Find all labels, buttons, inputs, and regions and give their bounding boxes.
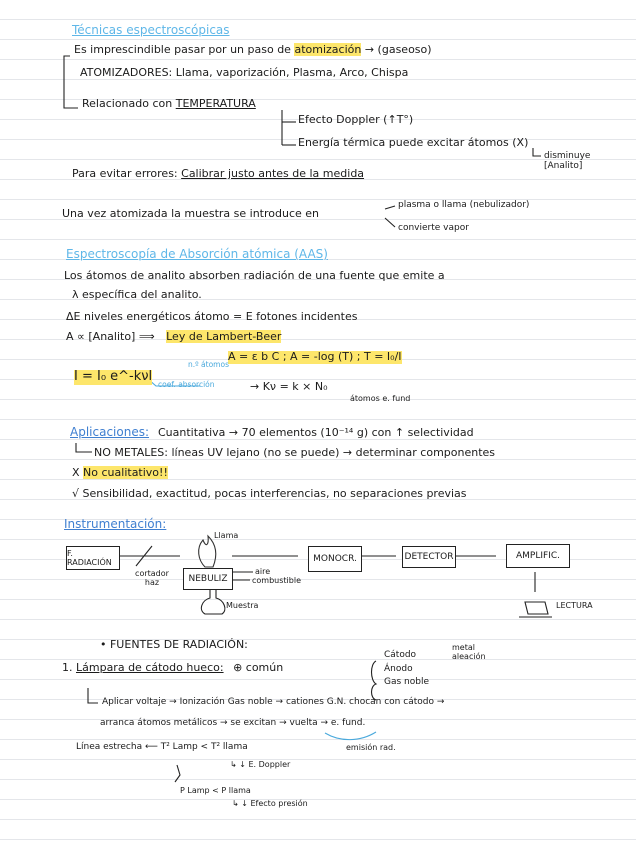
metal-aleacion-note: metal aleación — [452, 643, 486, 662]
aas-p3: ΔE niveles energéticos átomo = E fotones incidentes — [66, 310, 358, 323]
catodo-label: Cátodo — [384, 650, 417, 660]
voltaje-line: Aplicar voltaje → Ionización Gas noble → cationes G.N. chocan con cátodo → — [102, 697, 445, 707]
temperatura-key: TEMPERATURA — [175, 97, 256, 110]
section-title-aplicaciones: Aplicaciones: — [70, 425, 150, 439]
energia-termica-branch: Energía térmica puede excitar átomos (X) — [298, 136, 529, 149]
combustible-label: combustible — [252, 576, 301, 585]
llama-label: Llama — [214, 531, 239, 540]
no-cualitativo-line — [72, 467, 168, 480]
aas-p4 — [66, 331, 281, 344]
emision-note: emisión rad. — [346, 743, 396, 752]
proporcional-text: A ∝ [Analito] ⟹ — [66, 330, 155, 343]
radiacion-box: F. RADIACIÓN — [66, 546, 120, 570]
lambert-beer-highlight: Ley de Lambert-Beer — [166, 330, 282, 343]
amplificador-box: AMPLIFIC. — [506, 544, 570, 568]
item1-number: 1. — [62, 661, 73, 674]
atomizacion-highlight: atomización — [294, 43, 362, 56]
exponential-formula: I = I₀ e^-kνl — [74, 369, 153, 384]
lectura-label: LECTURA — [556, 601, 593, 610]
catodo-hueco-title: Lámpara de cátodo hueco: — [76, 661, 224, 674]
item1-row — [62, 662, 283, 675]
evitar-errores-text: Para evitar errores: — [72, 167, 178, 180]
plasma-llama-text: plasma o llama (nebulizador) — [398, 200, 530, 210]
linea-estrecha-line: Línea estrecha ⟵ T² Lamp < T² llama — [76, 742, 248, 752]
absorbance-formula: A = ε b C ; A = -log (T) ; T = I₀/I — [228, 350, 402, 363]
efecto-presion: ↳ ↓ Efecto presión — [232, 799, 308, 808]
presion-line: P Lamp < P llama — [180, 786, 251, 795]
disminuye-note: disminuye [Analito] — [544, 151, 591, 172]
doppler-branch: Efecto Doppler (↑T°) — [298, 113, 414, 126]
sensibilidad-line: √ Sensibilidad, exactitud, pocas interferencias, no separaciones previas — [72, 487, 467, 500]
atomizadores-line: ATOMIZADORES: Llama, vaporización, Plasma, Arco, Chispa — [80, 66, 409, 79]
fuentes-heading: • FUENTES DE RADIACIÓN: — [100, 638, 248, 651]
aire-label: aire — [255, 567, 271, 576]
calibrar-text: Calibrar justo antes de la medida — [181, 167, 365, 180]
relacionado-text: Relacionado con — [82, 97, 173, 110]
no-cualitativo-highlight: No cualitativo!! — [83, 466, 168, 479]
aas-p2: λ específica del analito. — [72, 288, 202, 301]
cuantitativa-line: Cuantitativa → 70 elementos (10⁻¹⁴ g) con ↑ selectividad — [158, 426, 474, 439]
monocromador-box: MONOCR. — [308, 546, 362, 572]
section-title-instrumentacion: Instrumentación: — [64, 517, 167, 531]
excitan-line: arranca átomos metálicos → se excitan → vuelta → e. fund. — [100, 718, 366, 728]
comun-text: ⊕ común — [233, 661, 284, 674]
k-nu-formula: → Kν = k × N₀ — [250, 380, 328, 393]
section-title-tecnicas: Técnicas espectroscópicas — [72, 23, 230, 37]
atomizacion-text: Es imprescindible pasar por un paso de — [74, 43, 291, 56]
muestra-label: Muestra — [226, 601, 259, 610]
cross-mark: X — [72, 466, 80, 479]
anodo-label: Ánodo — [384, 664, 413, 674]
cortador-haz-label: cortador haz — [135, 569, 169, 588]
convierte-vapor-text: convierte vapor — [398, 223, 469, 233]
no-metales-line: NO METALES: líneas UV lejano (no se puede) → determinar componentes — [94, 446, 496, 459]
aas-p1: Los átomos de analito absorben radiación de una fuente que emite a — [64, 269, 445, 282]
nebulizador-box: NEBULIZ — [183, 568, 233, 590]
calibrar-line — [72, 168, 364, 181]
gas-noble-label: Gas noble — [384, 677, 429, 687]
atomizacion-line — [74, 44, 432, 57]
atomos-fund-note: átomos e. fund — [350, 394, 411, 403]
section-title-aas: Espectroscopía de Absorción atómica (AAS) — [66, 247, 328, 261]
introduce-line: Una vez atomizada la muestra se introduce en — [62, 207, 320, 220]
gaseoso-text: → (gaseoso) — [364, 43, 432, 56]
doppler-reduction: ↳ ↓ E. Doppler — [230, 760, 291, 769]
coef-absorcion-note: coef. absorción — [158, 380, 215, 389]
detector-box: DETECTOR — [402, 546, 456, 568]
n-atomos-note: n.º átomos — [188, 360, 229, 369]
temperatura-line — [82, 98, 256, 111]
